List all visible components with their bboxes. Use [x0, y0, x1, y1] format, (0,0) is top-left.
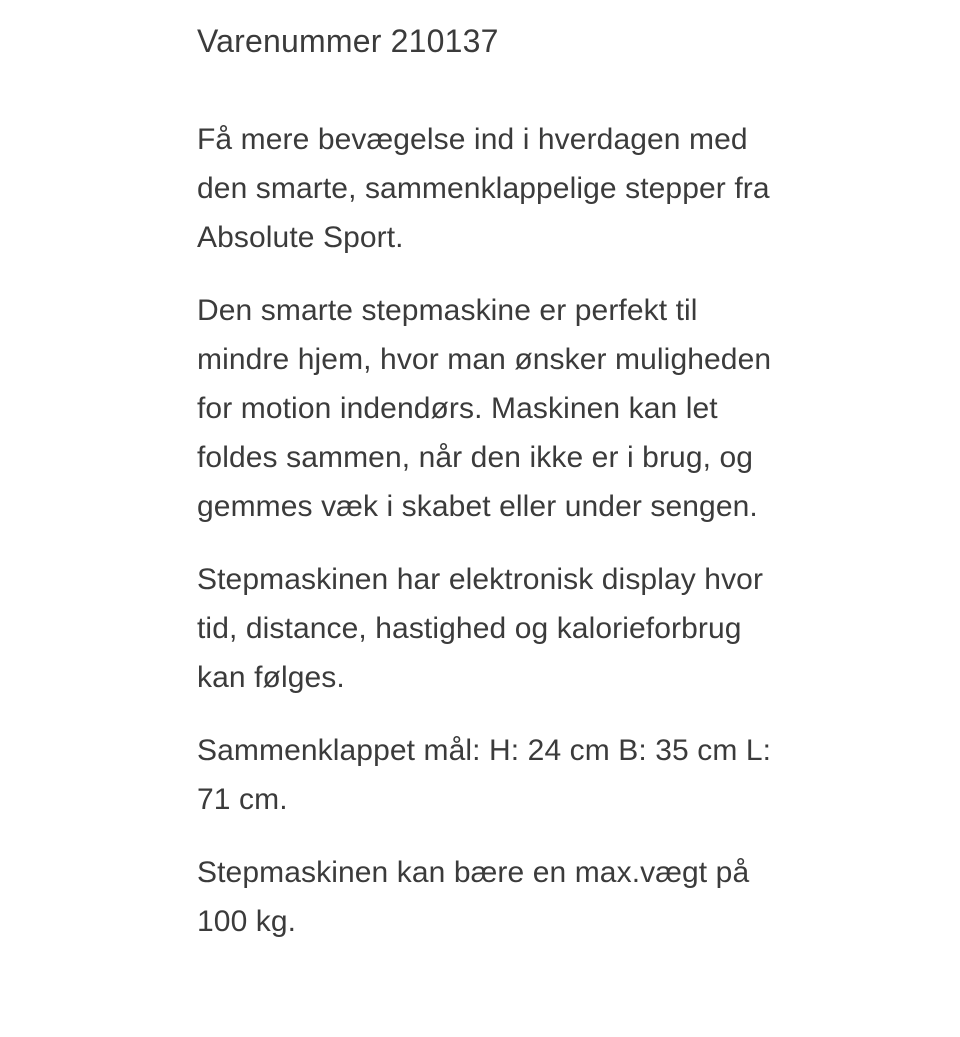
paragraph-intro: Få mere bevægelse ind i hverdagen med den smarte, sammenklappelige stepper fra Absolute Sport. [197, 123, 770, 254]
paragraph-max-weight: Stepmaskinen kan bære en max.vægt på 100 kg. [197, 856, 750, 938]
product-description-page [0, 21, 960, 1037]
paragraph-folded-dimensions: Sammenklappet mål: H: 24 cm B: 35 cm L: 71 cm. [197, 734, 772, 816]
paragraph-description: Den smarte stepmaskine er perfekt til mindre hjem, hvor man ønsker muligheden for motion indendørs. Maskinen kan let foldes sammen, når den ikke er i brug, og gemmes væk i skabet eller under sengen. [197, 294, 772, 523]
page-title: Varenummer 210137 [197, 23, 499, 59]
paragraph-display-features: Stepmaskinen har elektronisk display hvor tid, distance, hastighed og kalorieforbrug kan følges. [197, 563, 764, 694]
